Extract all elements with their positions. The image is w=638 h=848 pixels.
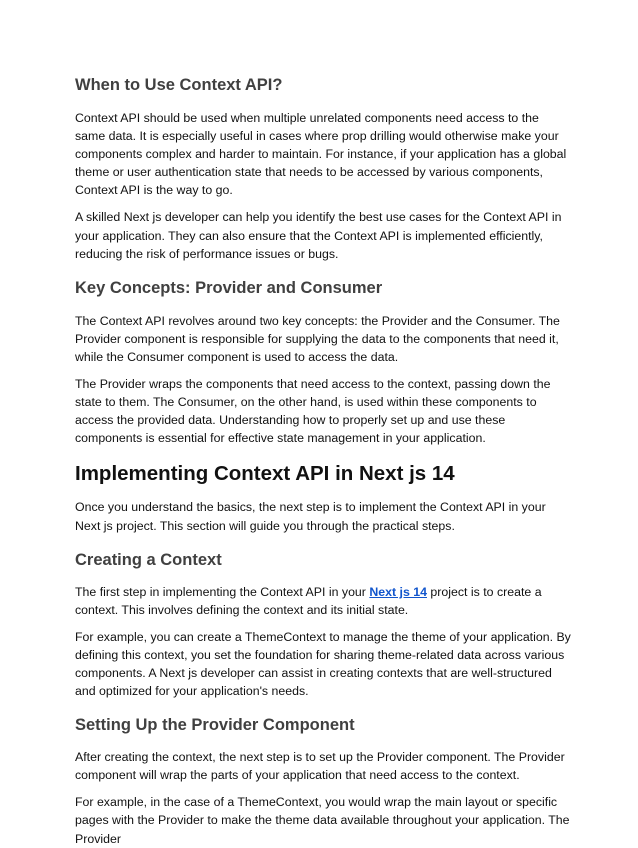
- heading-when-to-use: When to Use Context API?: [75, 76, 283, 94]
- heading-implementing: Implementing Context API in Next js 14: [75, 462, 455, 486]
- next-js-14-link[interactable]: Next js 14: [369, 584, 427, 599]
- heading-provider-component: Setting Up the Provider Component: [75, 716, 355, 735]
- paragraph-create-1-end: project is to create a context. This involves defining the context and its initial state.: [75, 584, 542, 617]
- paragraph-when-2: A skilled Next js developer can help you identify the best use cases for the Context API in your application. They can also ensure that the Context API is implemented efficiently, reducing the risk of performance issues or bugs.: [75, 210, 562, 261]
- paragraph-when-1: Context API should be used when multiple unrelated components need access to the same data. It is especially useful in cases where prop drilling would otherwise make your components complex and harder to maintain. For instance, if your application has a global theme or user authentication state that needs to be accessed by various components, Context API is the way to go.: [75, 111, 567, 198]
- paragraph-provider-1: After creating the context, the next step is to set up the Provider component. The Provider component will wrap the parts of your application that need access to the context.: [75, 750, 565, 783]
- heading-key-concepts: Key Concepts: Provider and Consumer: [75, 278, 383, 297]
- document-content: [75, 76, 571, 848]
- paragraph-create-2: For example, you can create a ThemeContext to manage the theme of your application. By defining this context, you set the foundation for sharing theme-related data across various components. A Next js developer can assist in creating contexts that are well-structured and optimized for your application's needs.: [75, 629, 571, 699]
- paragraph-provider-2: For example, in the case of a ThemeContext, you would wrap the main layout or specific pages with the Provider to make the theme data available throughout your application. The Provider: [75, 795, 570, 846]
- paragraph-create-1: [75, 583, 571, 619]
- paragraph-create-1-start: The first step in implementing the Context API in your: [75, 584, 370, 599]
- paragraph-impl-1: Once you understand the basics, the next step is to implement the Context API in your Next js project. This section will guide you through the practical steps.: [75, 500, 546, 533]
- paragraph-key-2: The Provider wraps the components that need access to the context, passing down the state to them. The Consumer, on the other hand, is used within these components to access the provided data. Understanding how to properly set up and use these components is essential for effective state management in your application.: [75, 377, 551, 446]
- paragraph-key-1: The Context API revolves around two key concepts: the Provider and the Consumer. The Provider component is responsible for supplying the data to the components that need it, while the Consumer component is used to access the data.: [75, 313, 560, 364]
- heading-creating-context: Creating a Context: [75, 550, 222, 569]
